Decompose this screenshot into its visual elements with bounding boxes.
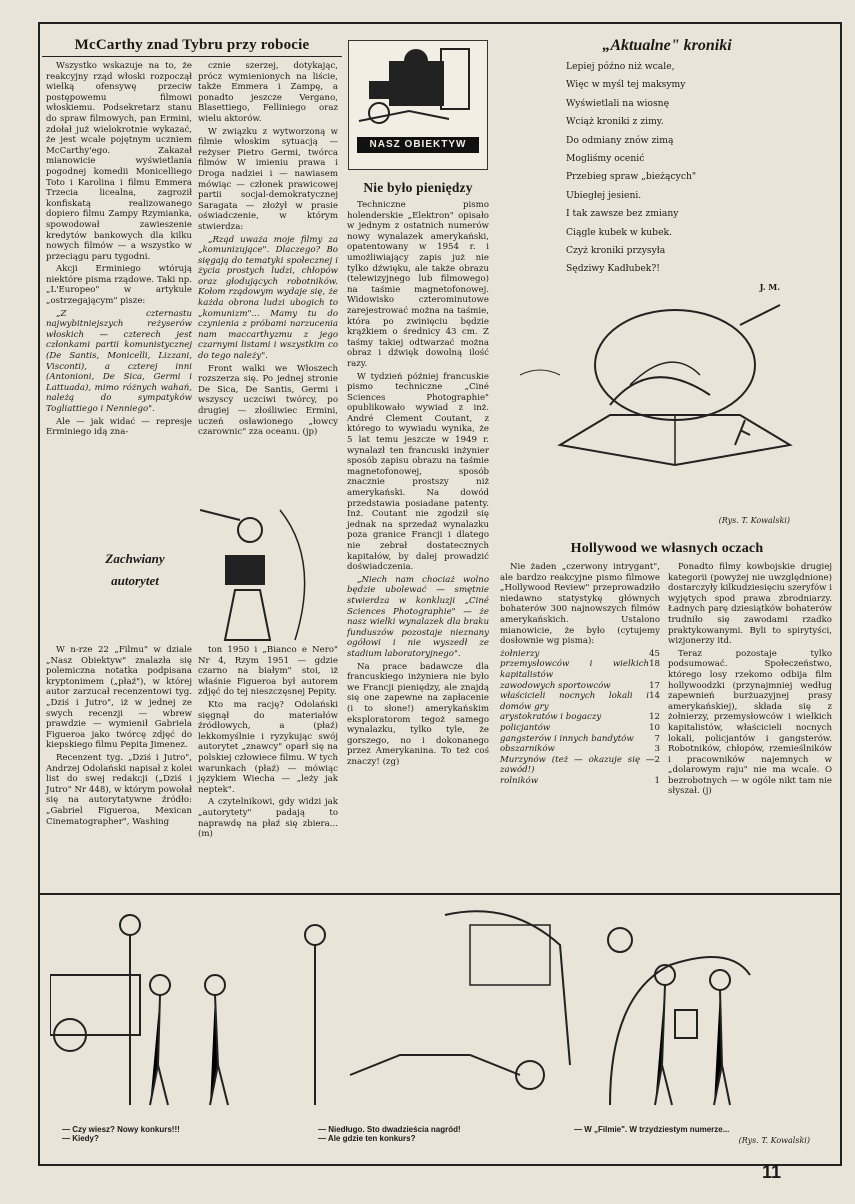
- comic-caption-3: [574, 1125, 814, 1134]
- article-autorytet-col2: [198, 645, 338, 842]
- article-title-mccarthy: McCarthy znad Tybru przy robocie: [74, 37, 310, 53]
- list-item: przemysłowców i wielkich kapitalistów 18: [500, 659, 660, 680]
- article-title-hollywood: Hollywood we własnych oczach: [570, 541, 764, 556]
- article-mccarthy-col2: [198, 61, 338, 440]
- caption-line: — Czy wiesz? Nowy konkurs!!!: [62, 1125, 180, 1134]
- quote: „Niech nam chociaż wolno będzie ubolewać — smętnie stwierdza w konkluzji „Ciné Sciences Photographie" — że nasz wielki wynalazek dla braku funduszów pozostaje nieznany ogółowi i nie wyszedł ze stadium laboratoryjnego".: [347, 574, 489, 659]
- paragraph: Ponadto filmy kowbojskie drugiej kategorii (powyżej nie uwzględnione) dostarczyły kilkudziesięciu szeryfów i wyjętych spod prawa zbrodniarzy. Ładnych parę dziesiątków bohaterów trudniło się zawodami rzadko praktykowanymi. Byli to spirytyści, wizjonerzy itd.: [668, 562, 832, 647]
- paragraph: Techniczne pismo holenderskie „Elektron" opisało w jednym z ostatnich numerów nowy wynalazek amerykański, opatentowany w 1954 r. i umożliwiający zapis już nie tylko dźwięku, ale także obrazu (telewizyjnego lub filmowego) na taśmie magnetofonowej. Widowisko czterominutowe zarejestrować można na taśmie, która po zwinięciu będzie krążkiem o średnicy 43 cm. Z taśmy takiej odtwarzać można obraz i dźwięk dowolną ilość razy.: [347, 200, 489, 369]
- paragraph: Recenzent tyg. „Dziś i Jutro", Andrzej Odolański napisał z kolei list do swej redakcji („Dziś i Jutro" Nr 448), w którym powołał się na autorytatywne źródło: „Gabriel Figueroa, Mexican Cinematographer", Washing: [46, 752, 192, 827]
- paragraph: Kto ma rację? Odolański sięgnął do materiałów źródłowych, a (płaź) lekkomyślnie i ryzykując swój autorytet „znawcy" oparł się na polskiej człowiece filmu. W tych warunkach (płaź) — mówiąc językiem Wiecha — „leży jak neptek".: [198, 699, 338, 795]
- paragraph: Front walki we Włoszech rozszerza się. Po jednej stronie De Sica, De Santis, Germi i wszyscy uczciwi twórcy, po drugiej — złośliwiec Ermini, uczeń osławionego „łowcy czarownic" zza oceanu. (jp): [198, 363, 338, 438]
- list-item: Murzynów (też — okazuje się — zawód!) 2: [500, 754, 660, 776]
- comic-strip-illustration: [50, 905, 830, 1115]
- article-mccarthy-col1: [46, 61, 192, 440]
- poem-line: Lepiej późno niż wcale,: [566, 61, 675, 72]
- lecturer-illustration: [200, 500, 330, 645]
- quote: „Rząd uważa moje filmy za „komunizujące". Dlaczego? Bo sięgają do tematyki społecznej i życia prostych ludzi, chłopów oraz głodujących robotników. Kołom rządowym wydaje się, że każda obrona ludzi ubogich to „komunizm"... Mamy tu do czynienia z próbami narzucenia nam maccarthyzmu z jego czarnymi listami i wszystkim co do tego należy".: [198, 234, 338, 362]
- list-item: żołnierzy 45: [500, 648, 660, 659]
- poem-line: Więc w myśl tej maksymy: [566, 79, 686, 91]
- paragraph: Teraz pozostaje tylko podsumować. Społeczeństwo, którego losy rzekomo odbija film hollywoodzki (przynajmniej według zapewnień burżuazyjnej prasy amerykańskiej), składa się z żołnierzy, przemysłowców i wielkich kapitalistów, właścicieli nocnych lokali, policjantów i gangsterów. Robotników, chłopów, rzemieślników i pracowników najemnych w „dolarowym raju" nie ma wcale. O bezrobotnych — w ogóle nikt tam nie słyszał. (j): [668, 648, 832, 797]
- paragraph: W tydzień później francuskie pismo techniczne „Ciné Sciences Photographie" opublikowało wywiad z inż. André Clement Coutant, z którego to wywiadu wynika, że 5 lat temu jeszcze w 1949 r. wynalazł ten francuski inżynier sposób zapisu obrazu na taśmie magnetofonowej, sposób znacznie prostszy niż amerykański. Na dowód przedstawia posiadane patenty. Inż. Coutant nie zgodził się jednak na sprzedaż wynalazku poza granice Francji i dlatego nie zebrał dostatecznych kapitałów, by dalej prowadzić doświadczenia.: [347, 371, 489, 573]
- paragraph: W związku z wytworzoną w filmie włoskim sytuacją — reżyser Pietro Germi, twórca filmów W imieniu prawa i Droga nadziei i — nawiasem mówiąc — członek prawicowej partii socjal-demokratycznej Saragata — złożył w prasie oświadczenie, w którym stwierdza:: [198, 126, 338, 232]
- logo-text: NASZ OBIEKTYW: [357, 137, 479, 153]
- paragraph: ton 1950 i „Bianco e Nero" Nr 4, Rzym 1951 — gdzie czarno na białym" stoi, iż właśnie Figueroa był autorem zdjęć do tej nieszczęsnej Pepity.: [198, 645, 338, 698]
- article-autorytet-col1: [46, 645, 192, 829]
- poem-line: Ubiegłej jesieni.: [566, 189, 642, 201]
- poem-line: Sędziwy Kadłubek?!: [566, 263, 660, 275]
- list-item: rolników 1: [500, 775, 660, 786]
- poem-line: Przebieg spraw „bieżących": [566, 171, 697, 183]
- caption-line: — W „Filmie". W trzydziestym numerze...: [574, 1125, 730, 1134]
- quote: „Z czternastu najwybitniejszych reżyserów włoskich — czterech jest członkami partii komunistycznej (De Santis, Monicelli, Lizzani, Visconti), a czterej inni (Antonioni, De Sica, Germi i Lattuada), mimo różnych wahań, należą do sympatyków Togliattiego i Nenniego".: [46, 308, 192, 414]
- list-item: arystokratów i bogaczy 12: [500, 712, 660, 723]
- poem-title: „Aktualne" kroniki: [602, 37, 732, 54]
- sleeping-reader-illustration: [500, 295, 835, 520]
- paragraph: cznie szerzej, dotykając, prócz wymienionych na liście, także Emmera i Zampę, a ponadto jeszcze Vergano, Blasettiego, Felliniego oraz wielu aktorów.: [198, 61, 338, 124]
- poem-line: Wciąż kroniki z zimy.: [566, 116, 664, 128]
- paragraph: A czytelnikowi, gdy widzi jak „autorytety" padają to naprawdę na płaź się zbiera... (m): [198, 797, 338, 840]
- article-hollywood-col2: [668, 562, 832, 799]
- nasz-obiektyw-logo: [348, 40, 488, 170]
- article-hollywood-col1: [500, 562, 660, 786]
- poem-body: [566, 58, 826, 279]
- article-title-autorytet: Zachwiany autorytet: [105, 551, 165, 588]
- comic-caption-1: [62, 1125, 282, 1143]
- caption-line: — Ale gdzie ten konkurs?: [318, 1134, 416, 1143]
- poem-line: Mogliśmy ocenić: [566, 153, 645, 165]
- illustration-caption: (Rys. T. Kowalski): [718, 516, 790, 525]
- caption-line: — Kiedy?: [62, 1134, 99, 1143]
- caption-line: — Niedługo. Sto dwadzieścia nagród!: [318, 1125, 461, 1134]
- list-item: gangsterów i innych bandytów 7: [500, 733, 660, 744]
- poem-line: Czyż kroniki przysyła: [566, 245, 666, 257]
- paragraph: Wszystko wskazuje na to, że reakcyjny rząd włoski rozpoczął wielką ofensywę przeciw postępowemu filmowi włoskiemu. Podsekretarz stanu do spraw filmowych, pan Ermini, zdołał już wielokrotnie wykazać, że jest wcale pojętnym uczniem McCarthy'ego. Zakazał mianowicie wyświetlania pogodnej komedii Monicelliego Toto i Karolina i filmu Emmera Trzecia licealna, zagroził konfiskatą realizowanego dopiero filmu Zampy Rzymianka, spowodował zawieszenie kredytów bankowych dla kilku nowych filmów — a wszystko w przeciągu paru tygodni.: [46, 61, 192, 262]
- page-number: 11: [762, 1162, 782, 1182]
- list-item: właścicieli nocnych lokali i domów gry 14: [500, 691, 660, 712]
- list-item: zawodowych sportowców 17: [500, 680, 660, 691]
- divider: [40, 893, 840, 895]
- paragraph: Na prace badawcze dla francuskiego inżyniera nie było we Francji pieniędzy, ale znajdą się one zapewne na zapłacenie (i to słone!) amerykańskim eksploratorom tegoż samego wynalazku, tylko tyle, że gorszego, no i dokonanego przez Amerykanina. To też coś znaczy! (zg): [347, 661, 489, 767]
- poem-line: Ciągle kubek w kubek.: [566, 226, 672, 238]
- poem-line: Do odmiany znów zimą: [566, 134, 674, 146]
- paragraph: Ale — jak widać — represje Erminiego idą zna-: [46, 416, 192, 438]
- article-pieniedzy-body: [347, 200, 489, 769]
- paragraph: Akcji Erminiego wtórują niektóre pisma rządowe. Taki np. „L'Europeo" w artykule „ostrzegającym" pisze:: [46, 264, 192, 307]
- poem-signature: J. M.: [759, 282, 780, 292]
- divider: [42, 56, 342, 57]
- poem-line: I tak zawsze bez zmiany: [566, 208, 679, 220]
- comic-caption-2: [318, 1125, 548, 1143]
- comics-credit: (Rys. T. Kowalski): [738, 1136, 810, 1145]
- paragraph: W n-rze 22 „Filmu" w dziale „Nasz Obiektyw" znalazła się polemiczna notatka podpisana kryptonimem („płaź"), w której autor zarzucał recenzentowi tyg. „Dziś i Jutro", iż w jednej ze swych recenzji — wbrew prawdzie — wymienił Gabriela Figueroa jako twórcę zdjęć do kiepskiego filmu Pepita Jimenez.: [46, 645, 192, 751]
- paragraph: Nie żaden „czerwony intrygant", ale bardzo reakcyjne pismo filmowe „Hollywood Review" przeprowadziło niedawno statystykę głównych bohaterów 300 najnowszych filmów amerykańskich. Ustalono mianowicie, że było (cytujemy dosłownie wg pisma):: [500, 562, 660, 647]
- list-item: policjantów 10: [500, 722, 660, 733]
- article-title-pieniedzy: Nie było pieniędzy: [363, 180, 473, 195]
- list-item: obszarników 3: [500, 744, 660, 755]
- poem-line: Wyświetlali na wiosnę: [566, 97, 670, 109]
